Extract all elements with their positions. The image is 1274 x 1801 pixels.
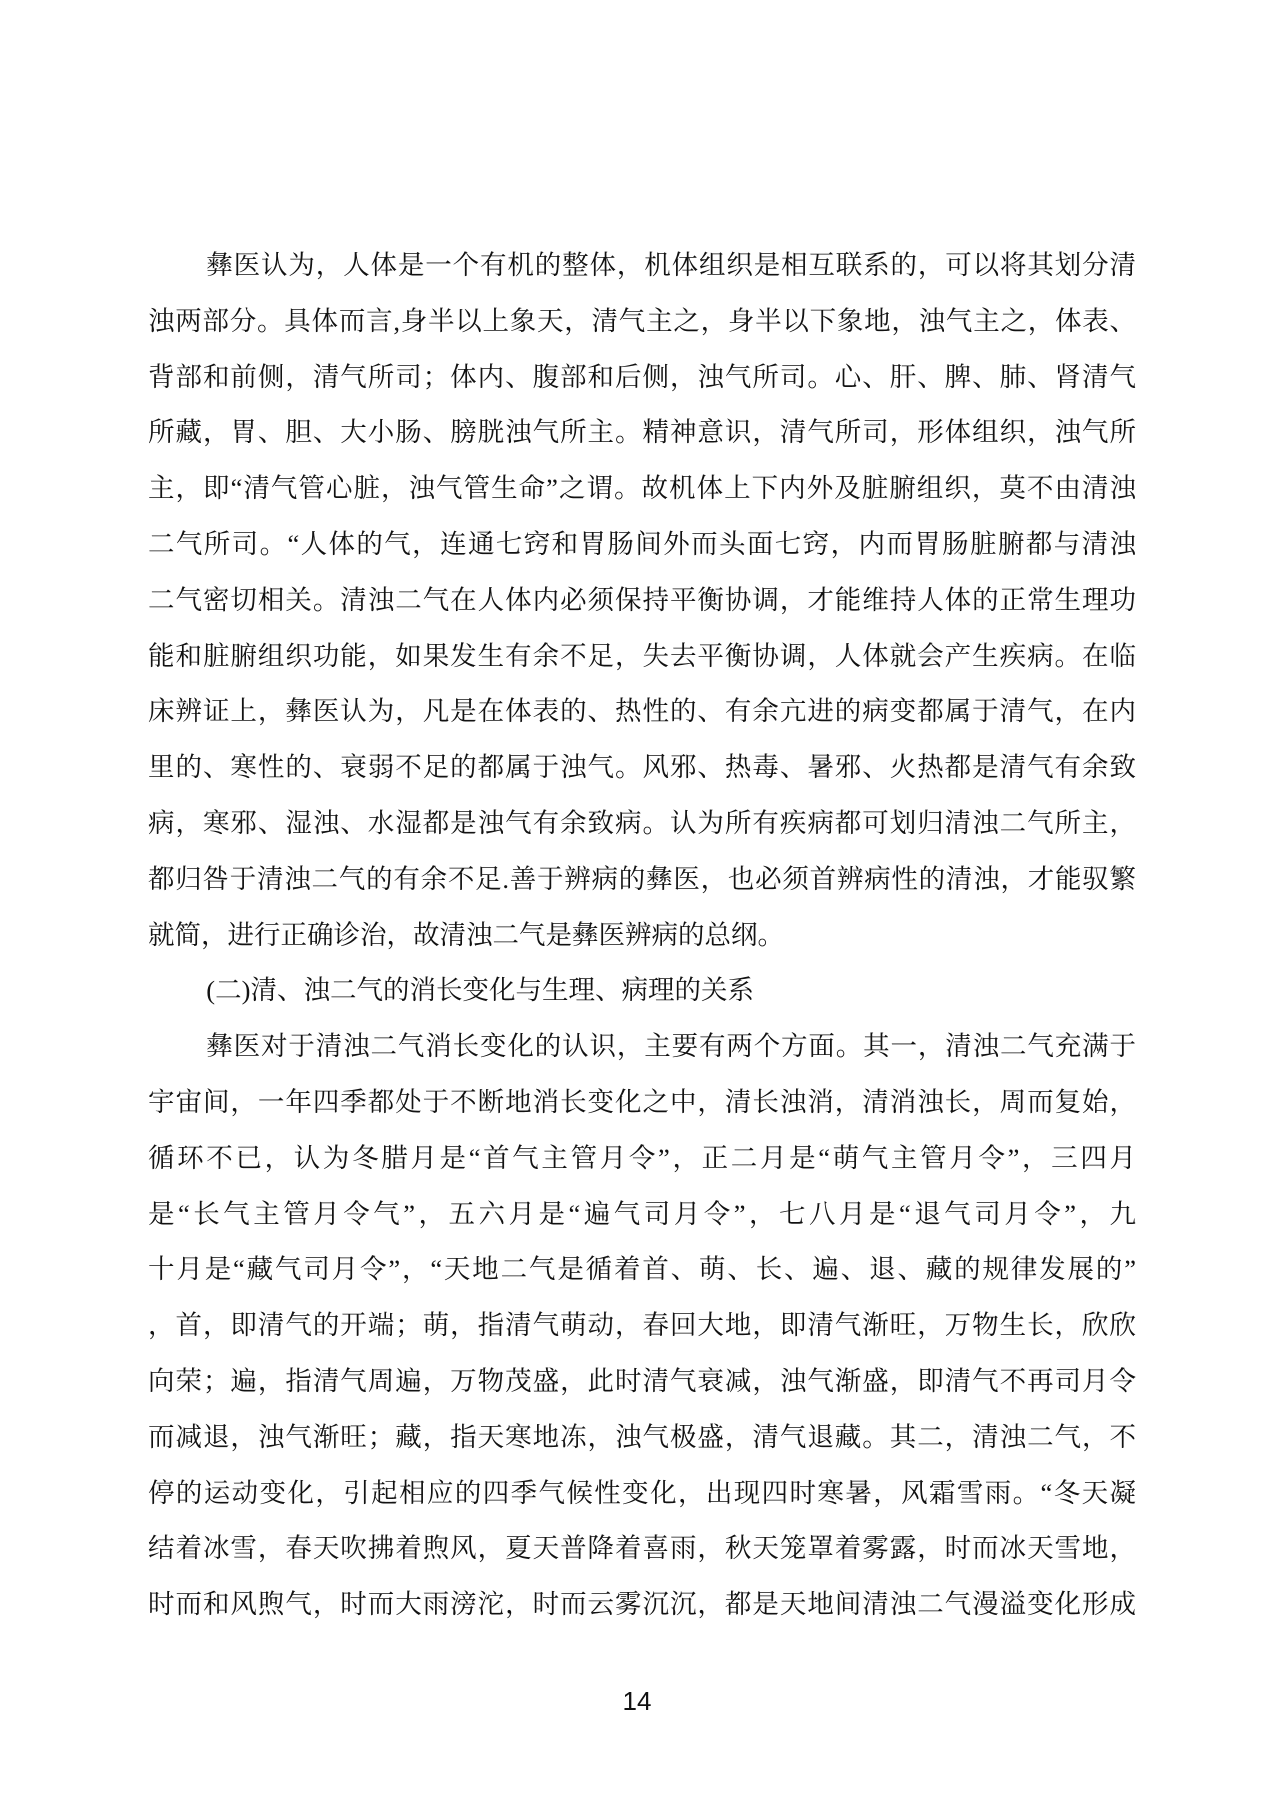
paragraph-line: 停的运动变化，引起相应的四季气候性变化，出现四时寒暑，风霜雪雨。“冬天凝 <box>148 1477 1136 1508</box>
paragraph-line: 能和脏腑组织功能，如果发生有余不足，失去平衡协调，人体就会产生疾病。在临 <box>148 640 1136 671</box>
section-heading: (二)清、浊二气的消长变化与生理、病理的关系 <box>206 975 754 1006</box>
paragraph-line: 循环不已，认为冬腊月是“首气主管月令”，正二月是“萌气主管月令”，三四月 <box>148 1142 1136 1173</box>
paragraph-line: 结着冰雪，春天吹拂着煦风，夏天普降着喜雨，秋天笼罩着雾露，时而冰天雪地， <box>148 1533 1136 1564</box>
paragraph-line: 彝医认为，人体是一个有机的整体，机体组织是相互联系的，可以将其划分清 <box>206 250 1136 280</box>
paragraph-line: ，首，即清气的开端；萌，指清气萌动，春回大地，即清气渐旺，万物生长，欣欣 <box>148 1310 1136 1341</box>
text-block <box>148 238 1136 1633</box>
paragraph-line: 病，寒邪、湿浊、水湿都是浊气有余致病。认为所有疾病都可划归清浊二气所主， <box>148 807 1136 838</box>
paragraph-line: 而减退，浊气渐旺；藏，指天寒地冻，浊气极盛，清气退藏。其二，清浊二气，不 <box>148 1421 1136 1452</box>
paragraph-line: 彝医对于清浊二气消长变化的认识，主要有两个方面。其一，清浊二气充满于 <box>206 1031 1136 1062</box>
paragraph-line: 十月是“藏气司月令”，“天地二气是循着首、萌、长、遍、退、藏的规律发展的” <box>148 1254 1136 1285</box>
paragraph-line: 时而和风煦气，时而大雨滂沱，时而云雾沉沉，都是天地间清浊二气漫溢变化形成 <box>148 1589 1136 1620</box>
paragraph-line: 向荣；遍，指清气周遍，万物茂盛，此时清气衰减，浊气渐盛，即清气不再司月令 <box>148 1365 1136 1396</box>
page-number: 14 <box>622 1686 652 1716</box>
paragraph-line: 就简，进行正确诊治，故清浊二气是彝医辨病的总纲。 <box>148 919 784 950</box>
paragraph-line: 浊两部分。具体而言,身半以上象天，清气主之，身半以下象地，浊气主之，体表、 <box>148 305 1136 336</box>
paragraph-line: 都归咎于清浊二气的有余不足.善于辨病的彝医，也必须首辨病性的清浊，才能驭繁 <box>148 863 1136 894</box>
paragraph-line: 里的、寒性的、衰弱不足的都属于浊气。风邪、热毒、暑邪、火热都是清气有余致 <box>148 752 1136 783</box>
paragraph-line: 二气密切相关。清浊二气在人体内必须保持平衡协调，才能维持人体的正常生理功 <box>148 584 1136 615</box>
paragraph-line: 宇宙间，一年四季都处于不断地消长变化之中，清长浊消，清消浊长，周而复始， <box>148 1086 1136 1117</box>
paragraph-line: 是“长气主管月令气”，五六月是“遍气司月令”，七八月是“退气司月令”，九 <box>148 1198 1136 1229</box>
paragraph-line: 二气所司。“人体的气，连通七窍和胃肠间外而头面七窍，内而胃肠脏腑都与清浊 <box>148 528 1136 559</box>
paragraph-line: 主，即“清气管心脏，浊气管生命”之谓。故机体上下内外及脏腑组织，莫不由清浊 <box>148 473 1136 504</box>
paragraph-line: 背部和前侧，清气所司；体内、腹部和后侧，浊气所司。心、肝、脾、肺、肾清气 <box>148 361 1136 392</box>
paragraph-line: 所藏，胃、胆、大小肠、膀胱浊气所主。精神意识，清气所司，形体组织，浊气所 <box>148 417 1136 448</box>
paragraph-line: 床辨证上，彝医认为，凡是在体表的、热性的、有余亢进的病变都属于清气，在内 <box>148 696 1136 727</box>
